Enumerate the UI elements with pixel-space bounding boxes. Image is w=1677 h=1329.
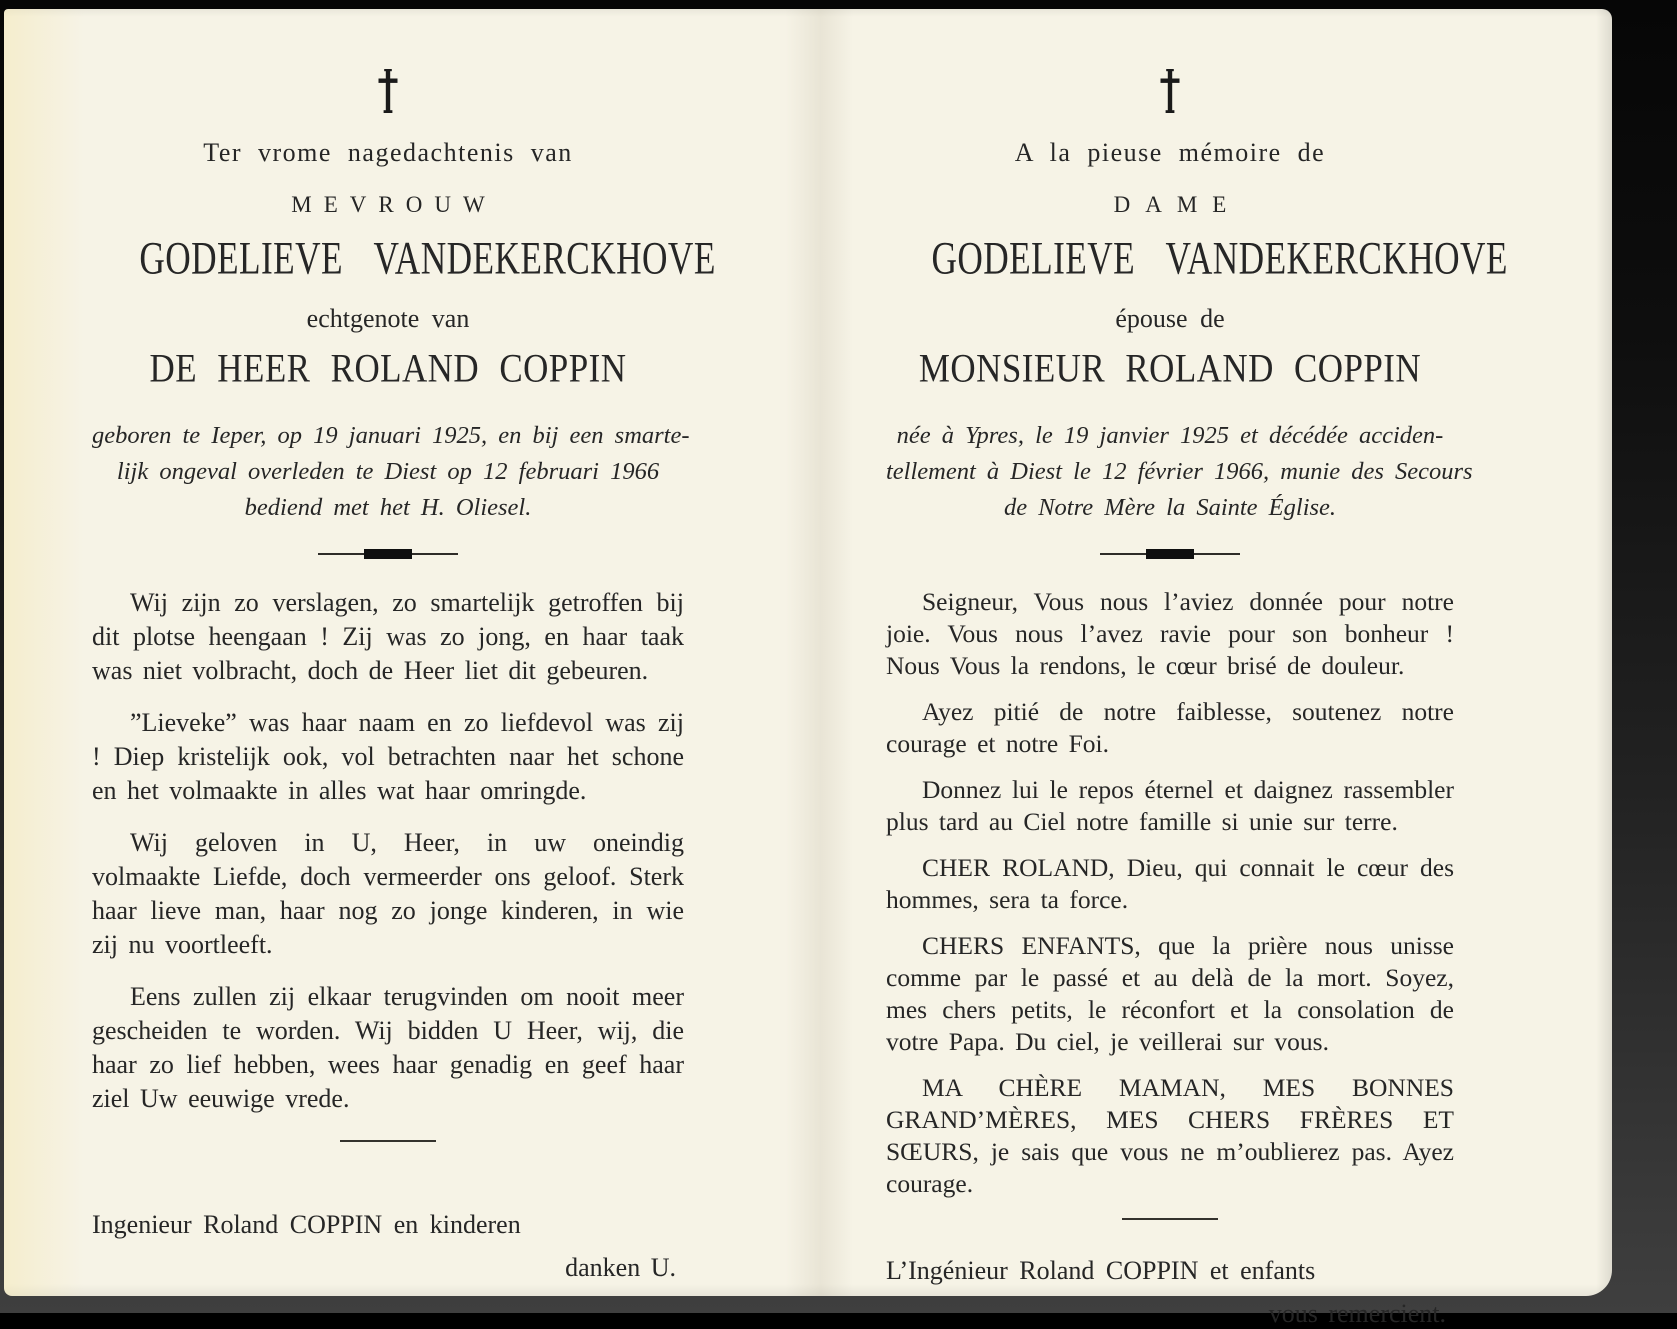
memorial-paragraph: MA CHÈRE MAMAN, MES BONNES GRAND’MÈRES, MES CHERS FRÈRES ET SŒURS, je sais que vous ne m’oublierez pas. Ayez courage. — [886, 1073, 1454, 1198]
memorial-paragraph: ”Lieveke” was haar naam en zo liefdevol was zij ! Diep kristelijk ook, vol betrachten naar het schone en het volmaakte in alles wat haar omringde. — [92, 708, 684, 805]
honorific-title: MEVROUW — [291, 192, 497, 217]
intro-line: A la pieuse mémoire de — [1014, 138, 1326, 167]
vitae-line: geboren te Ieper, op 19 januari 1925, en bij een smarte- — [92, 422, 690, 449]
memorial-text — [92, 586, 684, 1116]
vitae-line: de Notre Mère la Sainte Église. — [1003, 494, 1337, 521]
honorific-title: DAME — [1113, 192, 1242, 217]
memorial-paragraph: CHERS ENFANTS, que la prière nous unisse comme par le passé et au delà de la mort. Soyez, mes chers petits, le réconfort et la consolation de votre Papa. Du ciel, je veillerai sur vous. — [886, 931, 1454, 1056]
memorial-paragraph: CHER ROLAND, Dieu, qui connait le cœur des hommes, sera ta force. — [886, 853, 1454, 914]
memorial-paragraph: Wij zijn zo verslagen, zo smartelijk getroffen bij dit plotse heengaan ! Zij was zo jong, en haar taak was niet volbracht, doch de Heer liet dit gebeuren. — [92, 588, 684, 685]
memorial-text — [886, 586, 1454, 1200]
memorial-paragraph: Seigneur, Vous nous l’aviez donnée pour notre joie. Vous nous l’avez ravie pour son bonheur ! Nous Vous la rendons, le cœur brisé de douleur. — [886, 587, 1454, 680]
deceased-name: GODELIEVE VANDEKERCKHOVE — [139, 233, 716, 285]
vitae-line: lijk ongeval overleden te Diest op 12 februari 1966 — [116, 458, 660, 485]
vitae-line: née à Ypres, le 19 janvier 1925 et décédée acciden- — [896, 422, 1444, 449]
memorial-paragraph: Wij geloven in U, Heer, in uw oneindig volmaakte Liefde, doch vermeerder ons geloof. Sterk haar lieve man, haar nog zo jonge kinderen, in wie zij nu voortleeft. — [92, 828, 684, 959]
relation-line: echtgenote van — [306, 304, 470, 333]
vitae-block — [92, 418, 690, 526]
memorial-paragraph: Donnez lui le repos éternel et daignez rassembler plus tard au Ciel notre famille si unie sur terre. — [886, 775, 1454, 836]
cross-icon — [376, 69, 400, 113]
memorial-card — [4, 9, 1612, 1328]
spouse-name: DE HEER ROLAND COPPIN — [149, 346, 627, 392]
right-page-french — [886, 9, 1508, 1329]
thanks-line: vous remercient. — [1268, 1299, 1446, 1328]
left-page-dutch — [92, 9, 716, 1283]
cross-icon — [1158, 69, 1182, 113]
vitae-line: tellement à Diest le 12 février 1966, munie des Secours — [886, 458, 1473, 485]
thanks-line: danken U. — [565, 1253, 676, 1282]
intro-line: Ter vrome nagedachtenis van — [203, 138, 573, 167]
closing-divider — [340, 1140, 436, 1142]
spouse-name: MONSIEUR ROLAND COPPIN — [918, 346, 1422, 392]
signature-line: L’Ingénieur Roland COPPIN et enfants — [886, 1256, 1316, 1285]
memorial-paragraph: Eens zullen zij elkaar terugvinden om nooit meer gescheiden te worden. Wij bidden U Heer, wij, die haar zo lief hebben, wees haar genadig en geef haar ziel Uw eeuwige vrede. — [92, 982, 684, 1113]
vitae-block — [886, 418, 1473, 526]
closing-divider — [1122, 1218, 1218, 1220]
signature-line: Ingenieur Roland COPPIN en kinderen — [92, 1210, 521, 1239]
memorial-paragraph: Ayez pitié de notre faiblesse, soutenez notre courage et notre Foi. — [886, 697, 1454, 758]
ornament-divider — [318, 549, 458, 559]
ornament-divider — [1100, 549, 1240, 559]
vitae-line: bediend met het H. Oliesel. — [244, 494, 532, 521]
relation-line: épouse de — [1115, 304, 1225, 333]
deceased-name: GODELIEVE VANDEKERCKHOVE — [931, 233, 1508, 285]
